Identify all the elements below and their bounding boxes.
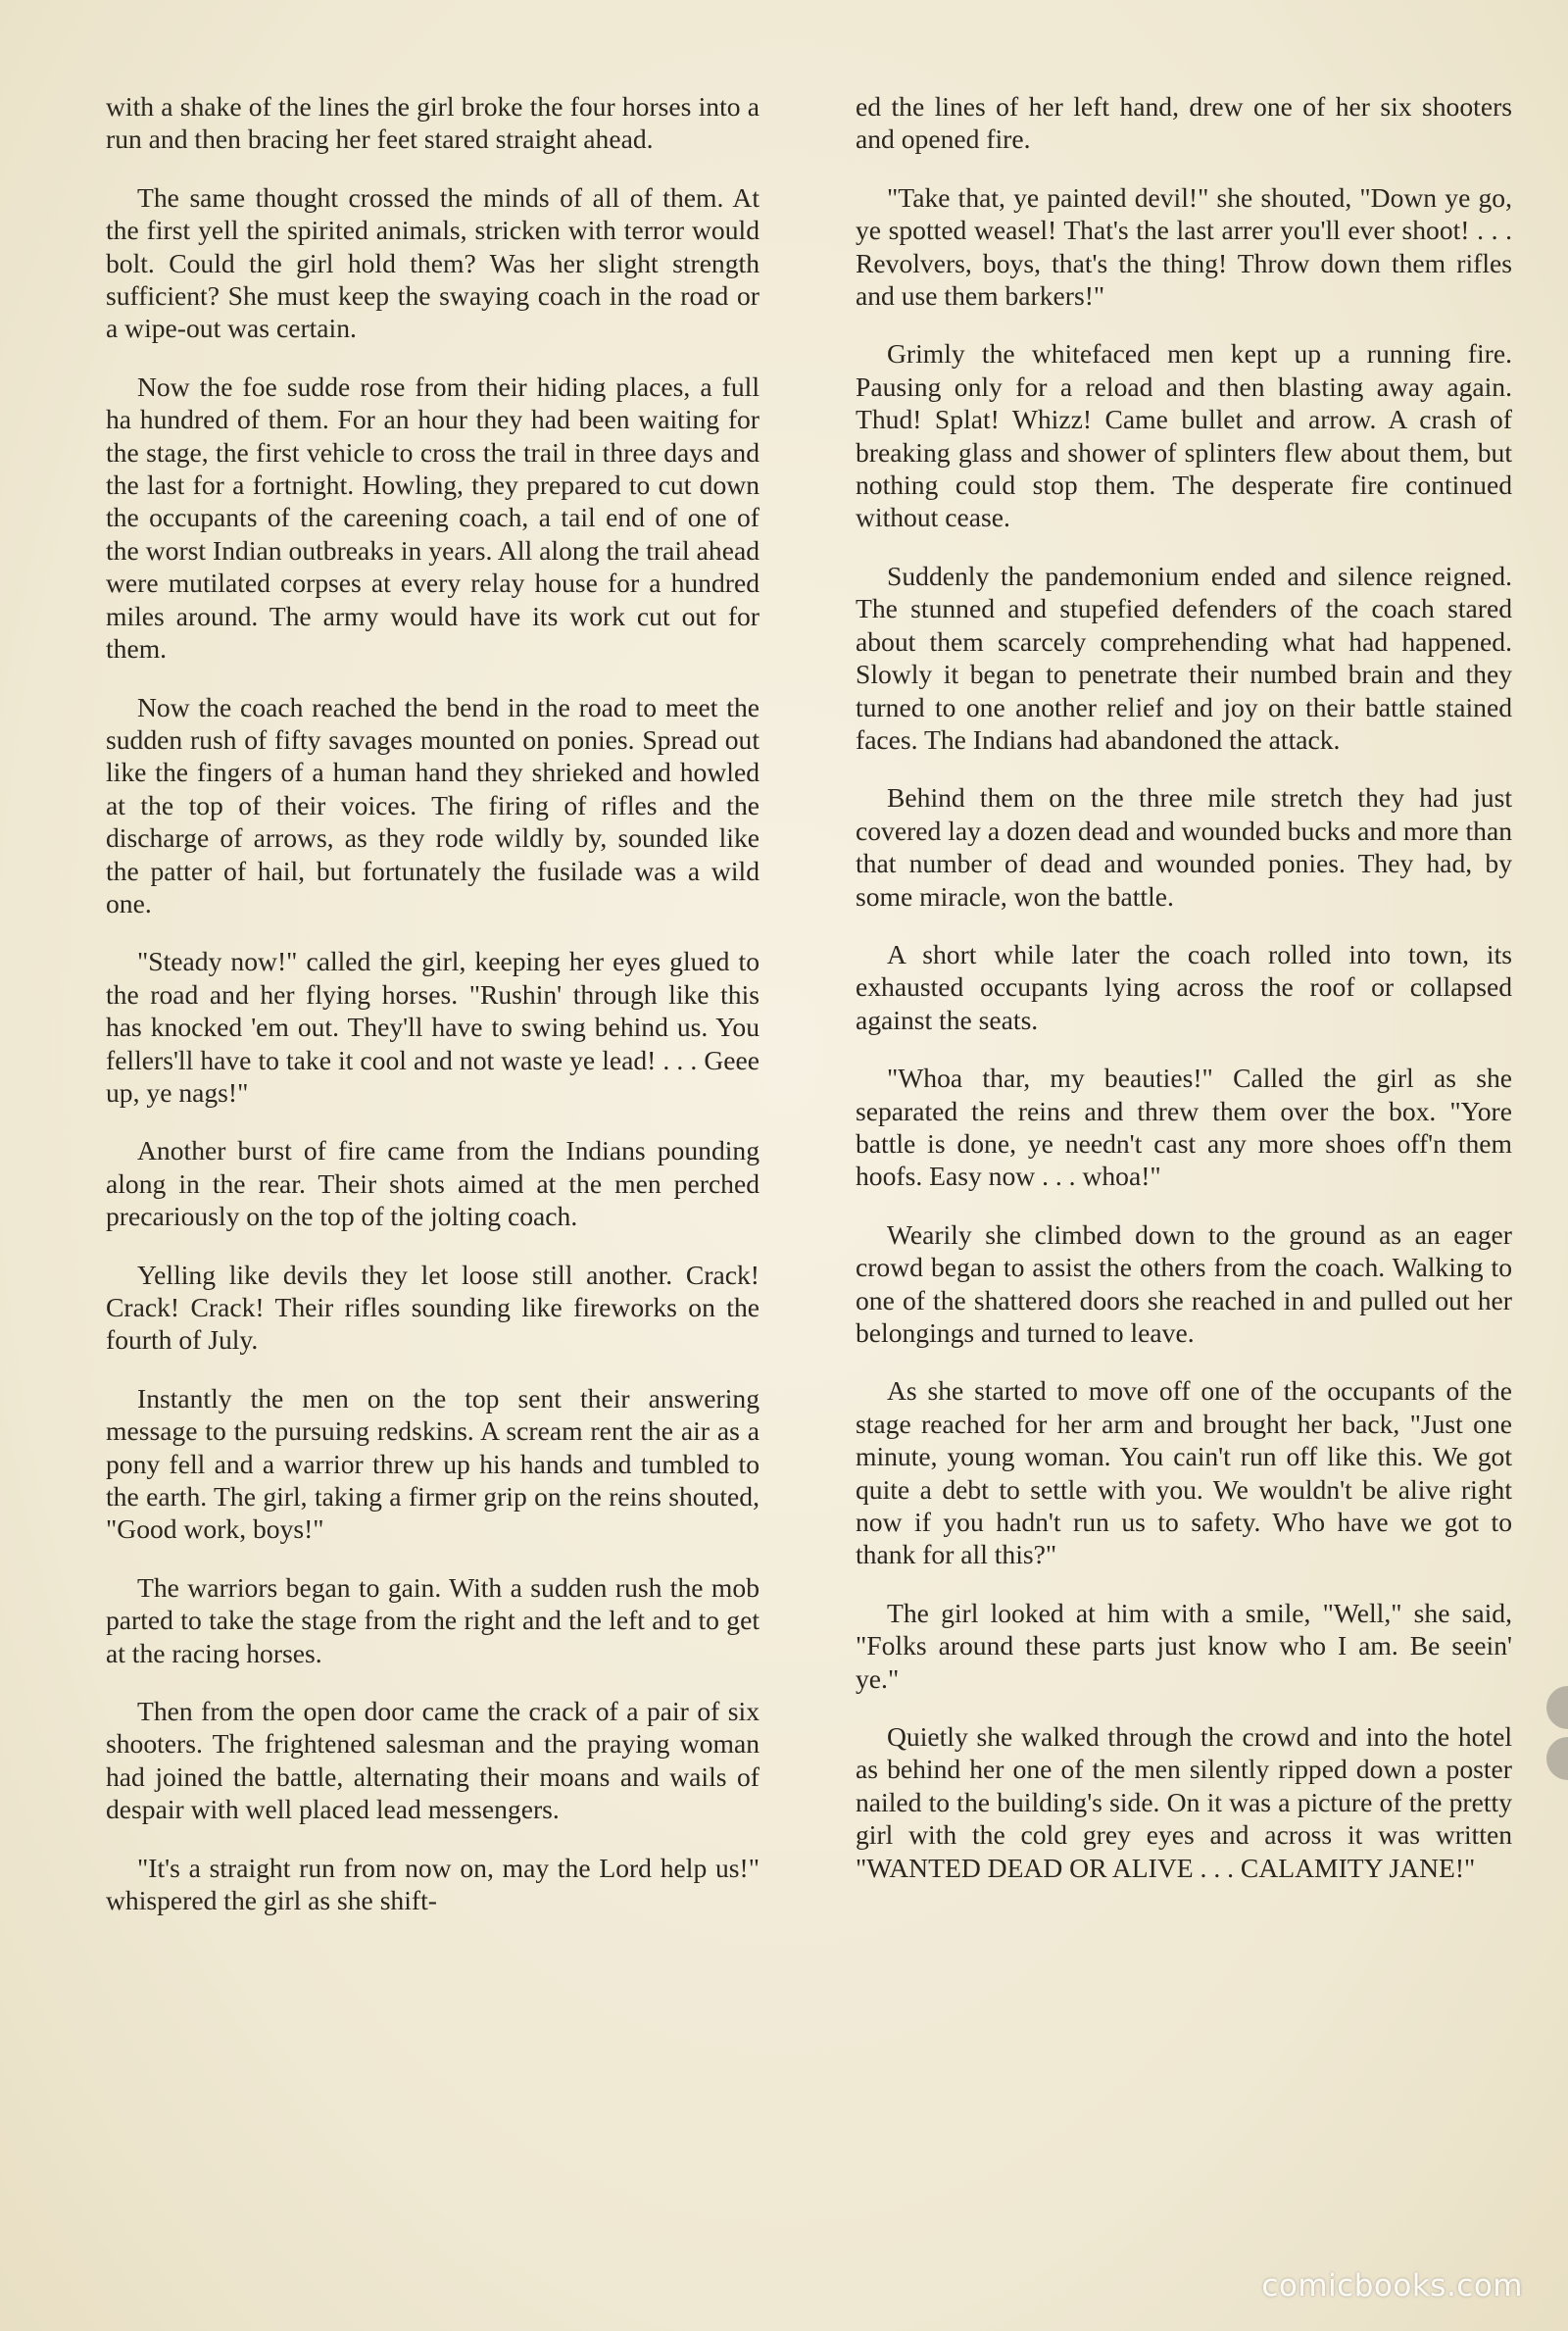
site-watermark: comicbooks.com: [1261, 2268, 1523, 2304]
paragraph: As she started to move off one of the occupants of the stage reached for her arm and brought her back, "Just one minute, young woman. You cain't run off like this. We got quite a debt to settle with you. We wouldn't be alive right now if you hadn't run us to safety. Who have we got to thank for all this?": [856, 1375, 1512, 1570]
paragraph: Another burst of fire came from the Indians pounding along in the rear. Their shots aimed at the men perched precariously on the top of the jolting coach.: [106, 1135, 760, 1232]
paragraph: "It's a straight run from now on, may the Lord help us!" whispered the girl as she shift-: [106, 1852, 760, 1916]
paragraph: Instantly the men on the top sent their answering message to the pursuing redskins. A scream rent the air as a pony fell and a warrior threw up his hands and tumbled to the earth. The girl, taking a firmer grip on the reins shouted, "Good work, boys!": [106, 1382, 760, 1545]
paragraph: Grimly the whitefaced men kept up a running fire. Pausing only for a reload and then blasting away again. Thud! Splat! Whizz! Came bullet and arrow. A crash of breaking glass and shower of splinters flew about them, but nothing could stop them. The desperate fire continued without cease.: [856, 338, 1512, 533]
binding-tab: [1546, 1737, 1568, 1780]
paragraph: "Whoa thar, my beauties!" Called the girl as she separated the reins and threw them over the box. "Yore battle is done, ye needn't cast any more shoes off'n them hoofs. Easy now . . . whoa!": [856, 1063, 1512, 1192]
paragraph: Behind them on the three mile stretch they had just covered lay a dozen dead and wounded bucks and more than that number of dead and wounded ponies. They had, by some miracle, won the battle.: [856, 782, 1512, 912]
paragraph: "Steady now!" called the girl, keeping her eyes glued to the road and her flying horses. "Rushin' through like this has knocked 'em out. They'll have to swing behind us. You fellers'll have to take it cool and not waste ye lead! . . . Geee up, ye nags!": [106, 946, 760, 1108]
paragraph: with a shake of the lines the girl broke the four horses into a run and then bracing her feet stared straight ahead.: [106, 91, 760, 155]
paragraph: Then from the open door came the crack of a pair of six shooters. The frightened salesman and the praying woman had joined the battle, alternating their moans and wails of despair with well placed lead messengers.: [106, 1696, 760, 1825]
paragraph: "Take that, ye painted devil!" she shouted, "Down ye go, ye spotted weasel! That's the last arrer you'll ever shoot! . . . Revolvers, boys, that's the thing! Throw down them rifles and use them barkers!": [856, 181, 1512, 312]
paragraph: The girl looked at him with a smile, "Well," she said, "Folks around these parts just know who I am. Be seein' ye.": [856, 1597, 1512, 1694]
paragraph: Suddenly the pandemonium ended and silence reigned. The stunned and stupefied defenders of the coach stared about them scarcely comprehending what had happened. Slowly it began to penetrate their numbed brain and they turned to one another relief and joy on their battle stained faces. The Indians had abandoned the attack.: [856, 560, 1512, 755]
right-text-column: [856, 90, 1512, 1909]
paragraph: Wearily she climbed down to the ground as an eager crowd began to assist the others from the coach. Walking to one of the shattered doors she reached in and pulled out her belongings and turned to leave.: [856, 1218, 1512, 1348]
left-text-column: [106, 90, 760, 1943]
paragraph: Now the foe sudde rose from their hiding places, a full ha hundred of them. For an hour they had been waiting for the stage, the first vehicle to cross the trail in three days and the last for a fortnight. Howling, they prepared to cut down the occupants of the careening coach, a tail end of one of the worst Indian outbreaks in years. All along the trail ahead were mutilated corpses at every relay house for a hundred miles around. The army would have its work cut out for them.: [106, 371, 760, 665]
binding-tab: [1546, 1686, 1568, 1729]
paragraph: Quietly she walked through the crowd and into the hotel as behind her one of the men silently ripped down a poster nailed to the building's side. On it was a picture of the pretty girl with the cold grey eyes and across it was written "WANTED DEAD OR ALIVE . . . CALAMITY JANE!": [856, 1721, 1512, 1883]
paragraph: ed the lines of her left hand, drew one of her six shooters and opened fire.: [856, 91, 1512, 155]
paragraph: The warriors began to gain. With a sudden rush the mob parted to take the stage from the right and the left and to get at the racing horses.: [106, 1571, 760, 1668]
paragraph: Yelling like devils they let loose still another. Crack! Crack! Crack! Their rifles sounding like fireworks on the fourth of July.: [106, 1259, 760, 1356]
paragraph: A short while later the coach rolled into town, its exhausted occupants lying across the roof or collapsed against the seats.: [856, 938, 1512, 1035]
paragraph: Now the coach reached the bend in the road to meet the sudden rush of fifty savages mounted on ponies. Spread out like the fingers of a human hand they shrieked and howled at the top of their voices. The firing of rifles and the discharge of arrows, as they rode wildly by, sounded like the patter of hail, but fortunately the fusilade was a wild one.: [106, 691, 760, 918]
paragraph: The same thought crossed the minds of all of them. At the first yell the spirited animals, stricken with terror would bolt. Could the girl hold them? Was her slight strength sufficient? She must keep the swaying coach in the road or a wipe-out was certain.: [106, 181, 760, 344]
